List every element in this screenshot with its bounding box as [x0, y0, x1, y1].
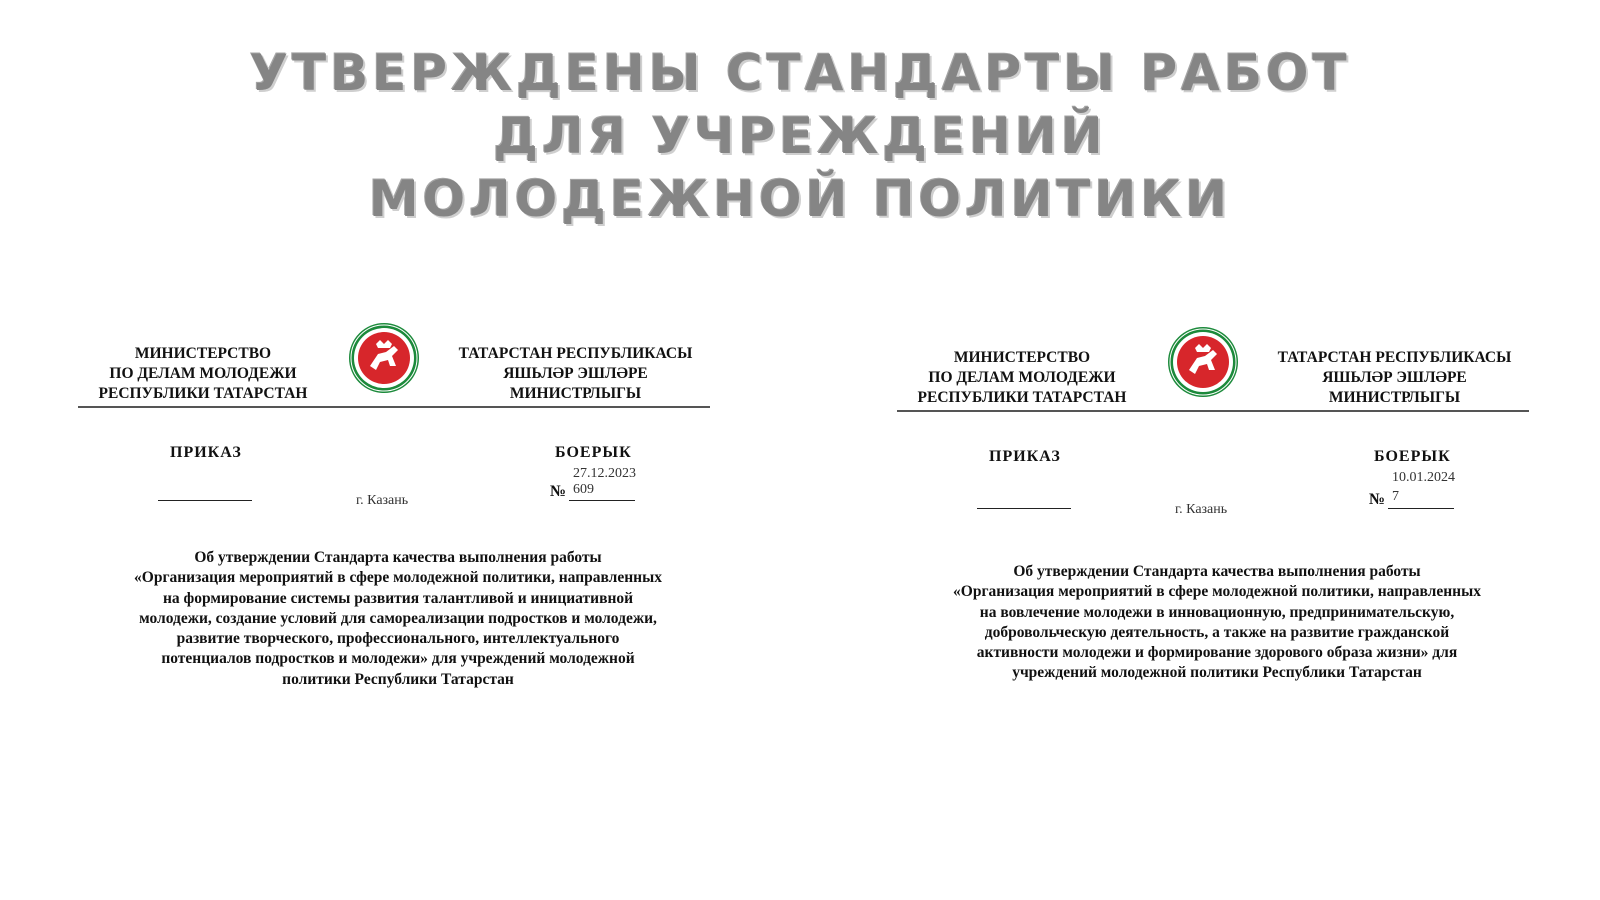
headline	[0, 42, 1600, 231]
subject-line: активности молодежи и формирование здорового образа жизни» для	[976, 644, 1458, 662]
org-ru-line: МИНИСТЕРСТВО	[953, 349, 1091, 366]
org-tt-line: ЯШЬЛӘР ЭШЛӘРЕ	[1322, 369, 1467, 386]
subject-line: Об утверждении Стандарта качества выполнения работы	[1013, 563, 1421, 580]
subject-line: «Организация мероприятий в сфере молодежной политики, направленных	[134, 569, 662, 587]
org-ru-line: РЕСПУБЛИКИ ТАТАРСТАН	[917, 389, 1127, 406]
document-date: 27.12.2023	[573, 466, 636, 481]
document-type-prikaz: ПРИКАЗ	[989, 448, 1061, 465]
number-underline	[1388, 508, 1454, 509]
document-letterhead	[78, 322, 738, 406]
document-type-boeryk: БОЕРЫК	[555, 444, 632, 461]
org-tt-line: ТАТАРСТАН РЕСПУБЛИКАСЫ	[458, 345, 693, 362]
document-subject	[897, 562, 1537, 684]
letterhead-divider	[78, 406, 710, 408]
subject-line: Об утверждении Стандарта качества выполнения работы	[194, 549, 602, 566]
org-tt-line: ТАТАРСТАН РЕСПУБЛИКАСЫ	[1277, 349, 1512, 366]
subject-line: политики Республики Татарстан	[282, 670, 514, 688]
tatarstan-coat-of-arms-icon	[348, 322, 420, 394]
document-letterhead	[897, 326, 1557, 410]
headline-line-1: УТВЕРЖДЕНЫ СТАНДАРТЫ РАБОТ	[249, 44, 1351, 102]
document-subject	[78, 548, 718, 690]
number-sign: №	[550, 483, 567, 500]
blank-date-line	[977, 508, 1071, 509]
subject-line: на вовлечение молодежи в инновационную, предпринимательскую,	[979, 603, 1455, 621]
org-name-tatar	[438, 344, 713, 404]
org-name-tatar	[1257, 348, 1532, 408]
number-sign: №	[1369, 491, 1386, 508]
org-name-russian	[78, 344, 328, 404]
order-document-2	[897, 326, 1557, 682]
document-number: 609	[573, 482, 594, 497]
headline-line-3: МОЛОДЕЖНОЙ ПОЛИТИКИ	[368, 170, 1232, 228]
document-number: 7	[1392, 489, 1399, 504]
letterhead-divider	[897, 410, 1529, 412]
document-city: г. Казань	[1175, 502, 1228, 517]
org-ru-line: МИНИСТЕРСТВО	[134, 345, 272, 362]
org-ru-line: ПО ДЕЛАМ МОЛОДЕЖИ	[109, 365, 297, 382]
org-ru-line: РЕСПУБЛИКИ ТАТАРСТАН	[98, 385, 308, 402]
document-type-prikaz: ПРИКАЗ	[170, 444, 242, 461]
org-tt-line: ЯШЬЛӘР ЭШЛӘРЕ	[503, 365, 648, 382]
order-document-1	[78, 322, 738, 688]
subject-line: развитие творческого, профессионального, интеллектуального	[176, 630, 620, 648]
subject-line: учреждений молодежной политики Республики Татарстан	[1012, 664, 1422, 682]
subject-line: на формирование системы развития талантливой и инициативной	[162, 589, 634, 607]
org-ru-line: ПО ДЕЛАМ МОЛОДЕЖИ	[928, 369, 1116, 386]
org-tt-line: МИНИСТРЛЫГЫ	[509, 385, 642, 402]
tatarstan-coat-of-arms-icon	[1167, 326, 1239, 398]
document-city: г. Казань	[356, 493, 409, 508]
subject-line: молодежи, создание условий для самореализации подростков и молодежи,	[139, 609, 657, 627]
headline-line-2: ДЛЯ УЧРЕЖДЕНИЙ	[493, 107, 1107, 165]
document-date: 10.01.2024	[1392, 470, 1455, 485]
org-tt-line: МИНИСТРЛЫГЫ	[1328, 389, 1461, 406]
document-type-boeryk: БОЕРЫК	[1374, 448, 1451, 465]
subject-line: добровольческую деятельность, а также на развитие гражданской	[984, 623, 1450, 641]
org-name-russian	[897, 348, 1147, 408]
subject-line: потенциалов подростков и молодежи» для учреждений молодежной	[161, 650, 635, 668]
subject-line: «Организация мероприятий в сфере молодежной политики, направленных	[953, 583, 1481, 601]
number-underline	[569, 500, 635, 501]
blank-date-line	[158, 500, 252, 501]
